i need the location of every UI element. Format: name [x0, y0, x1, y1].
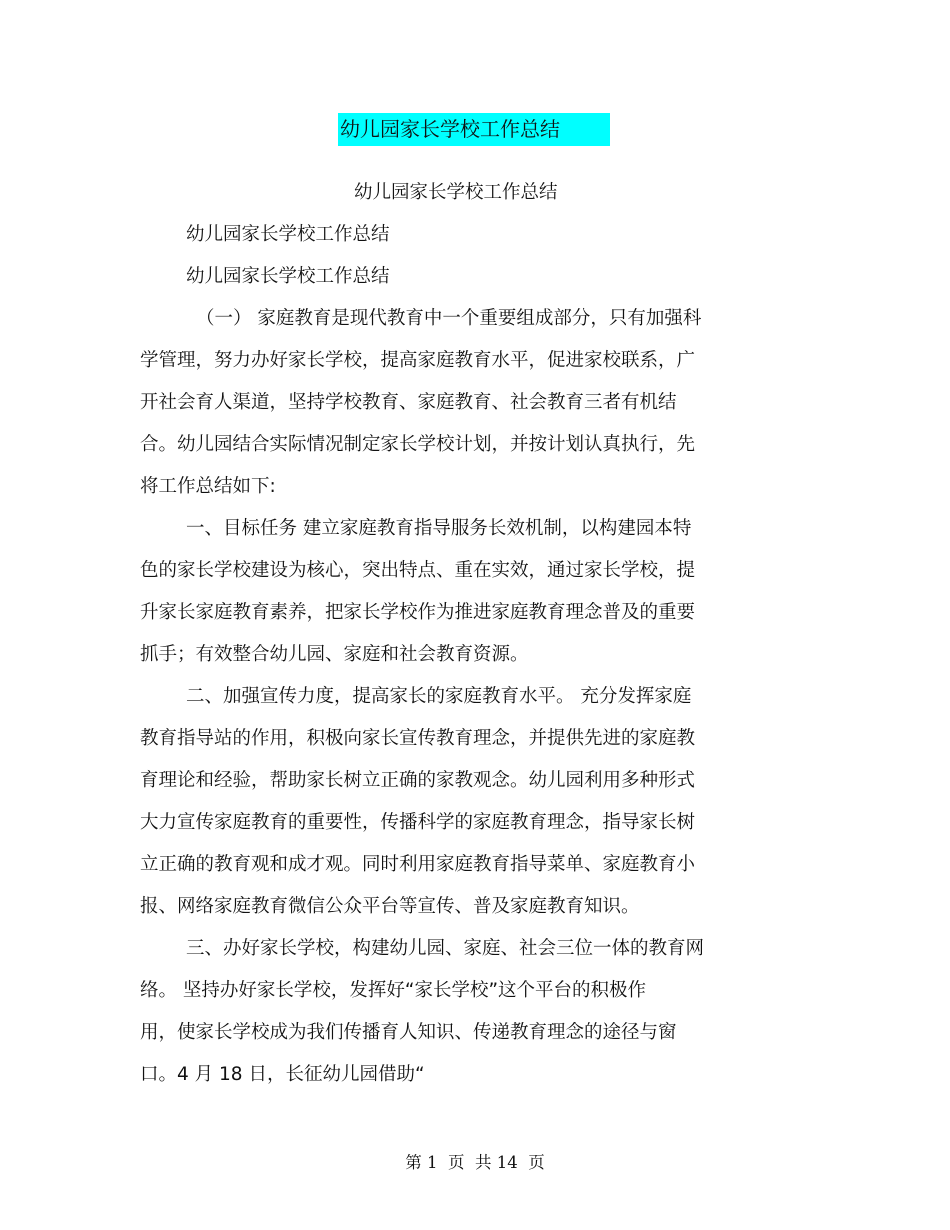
- paragraph-line: 开社会育人渠道，坚持学校教育、家庭教育、社会教育三者有机结: [140, 392, 677, 413]
- paragraph-line: 二、加强宣传力度，提高家长的家庭教育水平。 充分发挥家庭: [186, 686, 692, 707]
- paragraph-line: 升家长家庭教育素养，把家长学校作为推进家庭教育理念普及的重要: [140, 602, 696, 623]
- page-footer: 第 1 页 共 14 页: [405, 1153, 545, 1172]
- paragraph-line: 口。4 月 18 日，长征幼儿园借助“: [140, 1064, 425, 1085]
- paragraph-line: 立正确的教育观和成才观。同时利用家庭教育指导菜单、家庭教育小: [140, 854, 696, 875]
- paragraph-line: 报、网络家庭教育微信公众平台等宣传、普及家庭教育知识。: [140, 896, 640, 917]
- paragraph-line: 教育指导站的作用，积极向家长宣传教育理念，并提供先进的家庭教: [140, 728, 696, 749]
- highlighted-title: 幼儿园家长学校工作总结: [338, 113, 610, 146]
- paragraph-line: 抓手；有效整合幼儿园、家庭和社会教育资源。: [140, 644, 529, 665]
- paragraph-line: 用，使家长学校成为我们传播育人知识、传递教育理念的途径与窗: [140, 1022, 677, 1043]
- paragraph-line: 学管理，努力办好家长学校，提高家庭教育水平，促进家校联系，广: [140, 350, 696, 371]
- paragraph-line: 一、目标任务 建立家庭教育指导服务长效机制，以构建园本特: [186, 518, 692, 539]
- paragraph-line: 大力宣传家庭教育的重要性，传播科学的家庭教育理念，指导家长树: [140, 812, 696, 833]
- paragraph-line: 络。 坚持办好家长学校，发挥好“家长学校”这个平台的积极作: [140, 980, 647, 1001]
- paragraph-line: 育理论和经验，帮助家长树立正确的家教观念。幼儿园利用多种形式: [140, 770, 696, 791]
- paragraph-line: 将工作总结如下:: [140, 476, 276, 497]
- subtitle-line: 幼儿园家长学校工作总结: [186, 224, 390, 245]
- paragraph-line: 三、办好家长学校，构建幼儿园、家庭、社会三位一体的教育网: [186, 938, 705, 959]
- centered-title: 幼儿园家长学校工作总结: [354, 182, 558, 203]
- subtitle-line: 幼儿园家长学校工作总结: [186, 266, 390, 287]
- paragraph-line: （一） 家庭教育是现代教育中一个重要组成部分，只有加强科: [196, 308, 702, 329]
- paragraph-line: 合。幼儿园结合实际情况制定家长学校计划，并按计划认真执行，先: [140, 434, 696, 455]
- paragraph-line: 色的家长学校建设为核心，突出特点、重在实效，通过家长学校，提: [140, 560, 696, 581]
